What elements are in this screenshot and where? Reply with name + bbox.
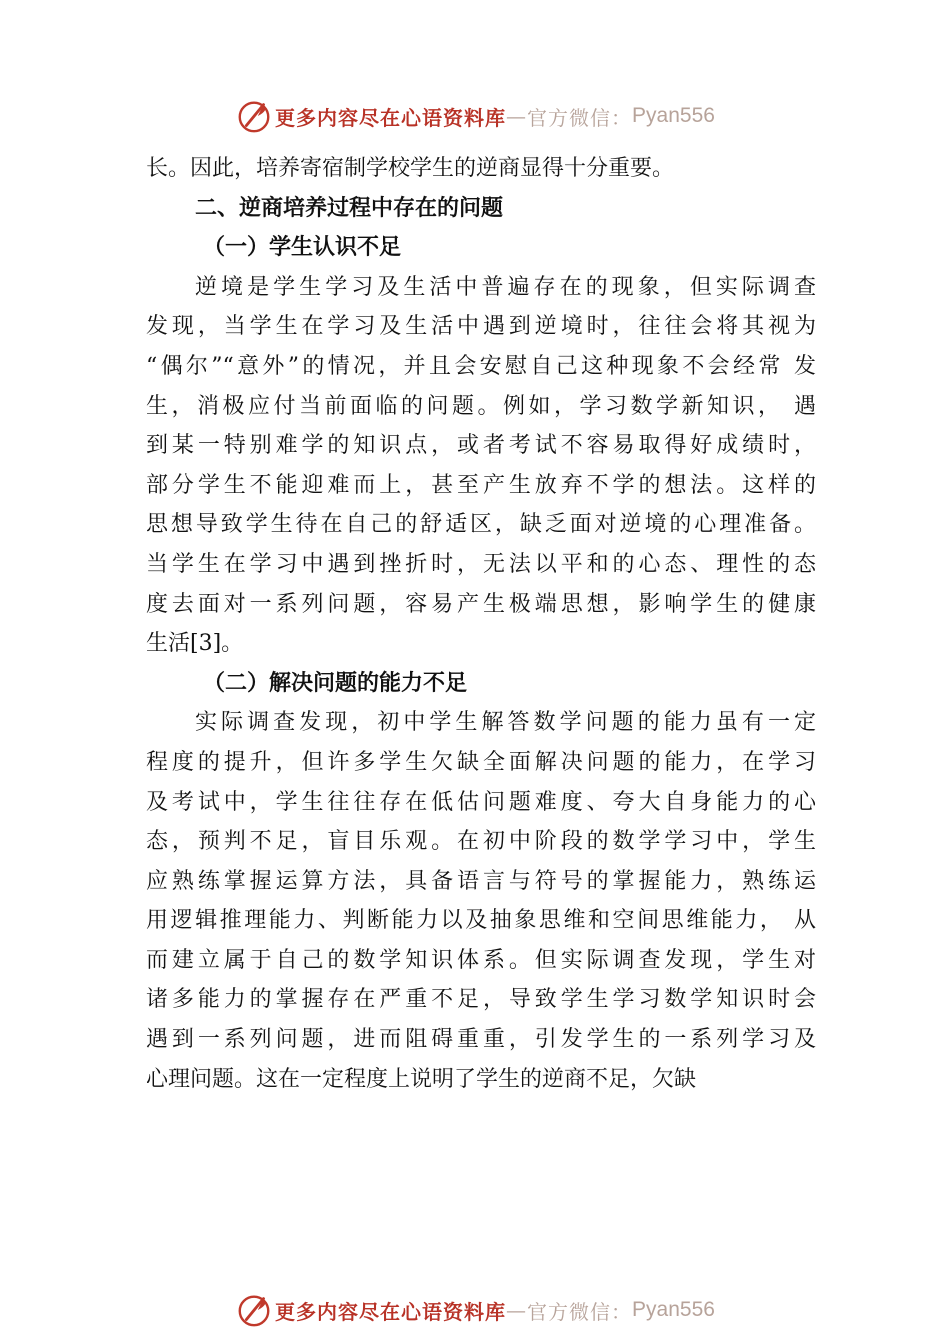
body-text-line: 心理问题。这在一定程度上说明了学生的逆商不足，欠缺 [146, 1066, 697, 1092]
body-text-line: 到某一特别难学的知识点，或者考试不容易取得好成绩时， [146, 433, 816, 459]
body-text-line: “偶尔”“意外”的情况，并且会安慰自己这种现象不会经常 发 [146, 353, 816, 379]
body-text-line: 当学生在学习中遇到挫折时，无法以平和的心态、理性的态 [146, 551, 816, 577]
body-text-line: 实际调查发现，初中学生解答数学问题的能力虽有一定 [195, 710, 816, 736]
watermark-title: 更多内容尽在心语资料库 [275, 105, 507, 130]
body-text-line: 生活[3]。 [146, 631, 244, 657]
watermark-banner-bottom [0, 1290, 950, 1330]
body-text-line: 部分学生不能迎难而上，甚至产生放弃不学的想法。这样的 [146, 472, 816, 498]
body-text-line: 程度的提升，但许多学生欠缺全面解决问题的能力，在学习 [146, 749, 816, 775]
watermark-wechat-id: Pyan556 [632, 104, 715, 127]
body-text-line: 长。因此，培养寄宿制学校学生的逆商显得十分重要。 [146, 156, 675, 181]
body-text-line: 用逻辑推理能力、判断能力以及抽象思维和空间思维能力， 从 [146, 908, 816, 934]
body-text-line: 发现，当学生在学习及生活中遇到逆境时，往往会将其视为 [146, 314, 816, 340]
body-text-line: 应熟练掌握运算方法，具备语言与符号的掌握能力，熟练运 [146, 868, 816, 894]
watermark-wechat-label: 官方微信： [527, 105, 633, 130]
subsection-heading: （一）学生认识不足 [203, 235, 402, 261]
quill-logo-icon [235, 97, 273, 135]
body-text-line: 诸多能力的掌握存在严重不足，导致学生学习数学知识时会 [146, 987, 816, 1013]
body-text-line: 逆境是学生学习及生活中普遍存在的现象，但实际调查 [195, 274, 816, 300]
watermark-wechat-id: Pyan556 [632, 1298, 715, 1321]
watermark-dash: — [506, 1298, 528, 1322]
body-text-line: 及考试中，学生往往存在低估问题难度、夸大自身能力的心 [146, 789, 816, 815]
watermark-title: 更多内容尽在心语资料库 [275, 1299, 507, 1324]
document-body [146, 149, 816, 1099]
body-text-line: 生，消极应付当前面临的问题。例如，学习数学新知识， 遇 [146, 393, 816, 419]
watermark-dash: — [506, 104, 528, 128]
quill-logo-icon [235, 1291, 273, 1329]
subsection-heading: （二）解决问题的能力不足 [203, 670, 468, 696]
body-text-line: 度去面对一系列问题，容易产生极端思想，影响学生的健康 [146, 591, 816, 617]
watermark-banner-top [0, 96, 950, 136]
body-text-line: 遇到一系列问题，进而阻碍重重，引发学生的一系列学习及 [146, 1027, 816, 1053]
section-heading: 二、逆商培养过程中存在的问题 [195, 195, 504, 221]
body-text-line: 而建立属于自己的数学知识体系。但实际调查发现，学生对 [146, 947, 816, 973]
body-text-line: 态，预判不足，盲目乐观。在初中阶段的数学学习中，学生 [146, 829, 816, 855]
watermark-wechat-label: 官方微信： [527, 1299, 633, 1324]
body-text-line: 思想导致学生待在自己的舒适区，缺乏面对逆境的心理准备。 [146, 512, 816, 538]
